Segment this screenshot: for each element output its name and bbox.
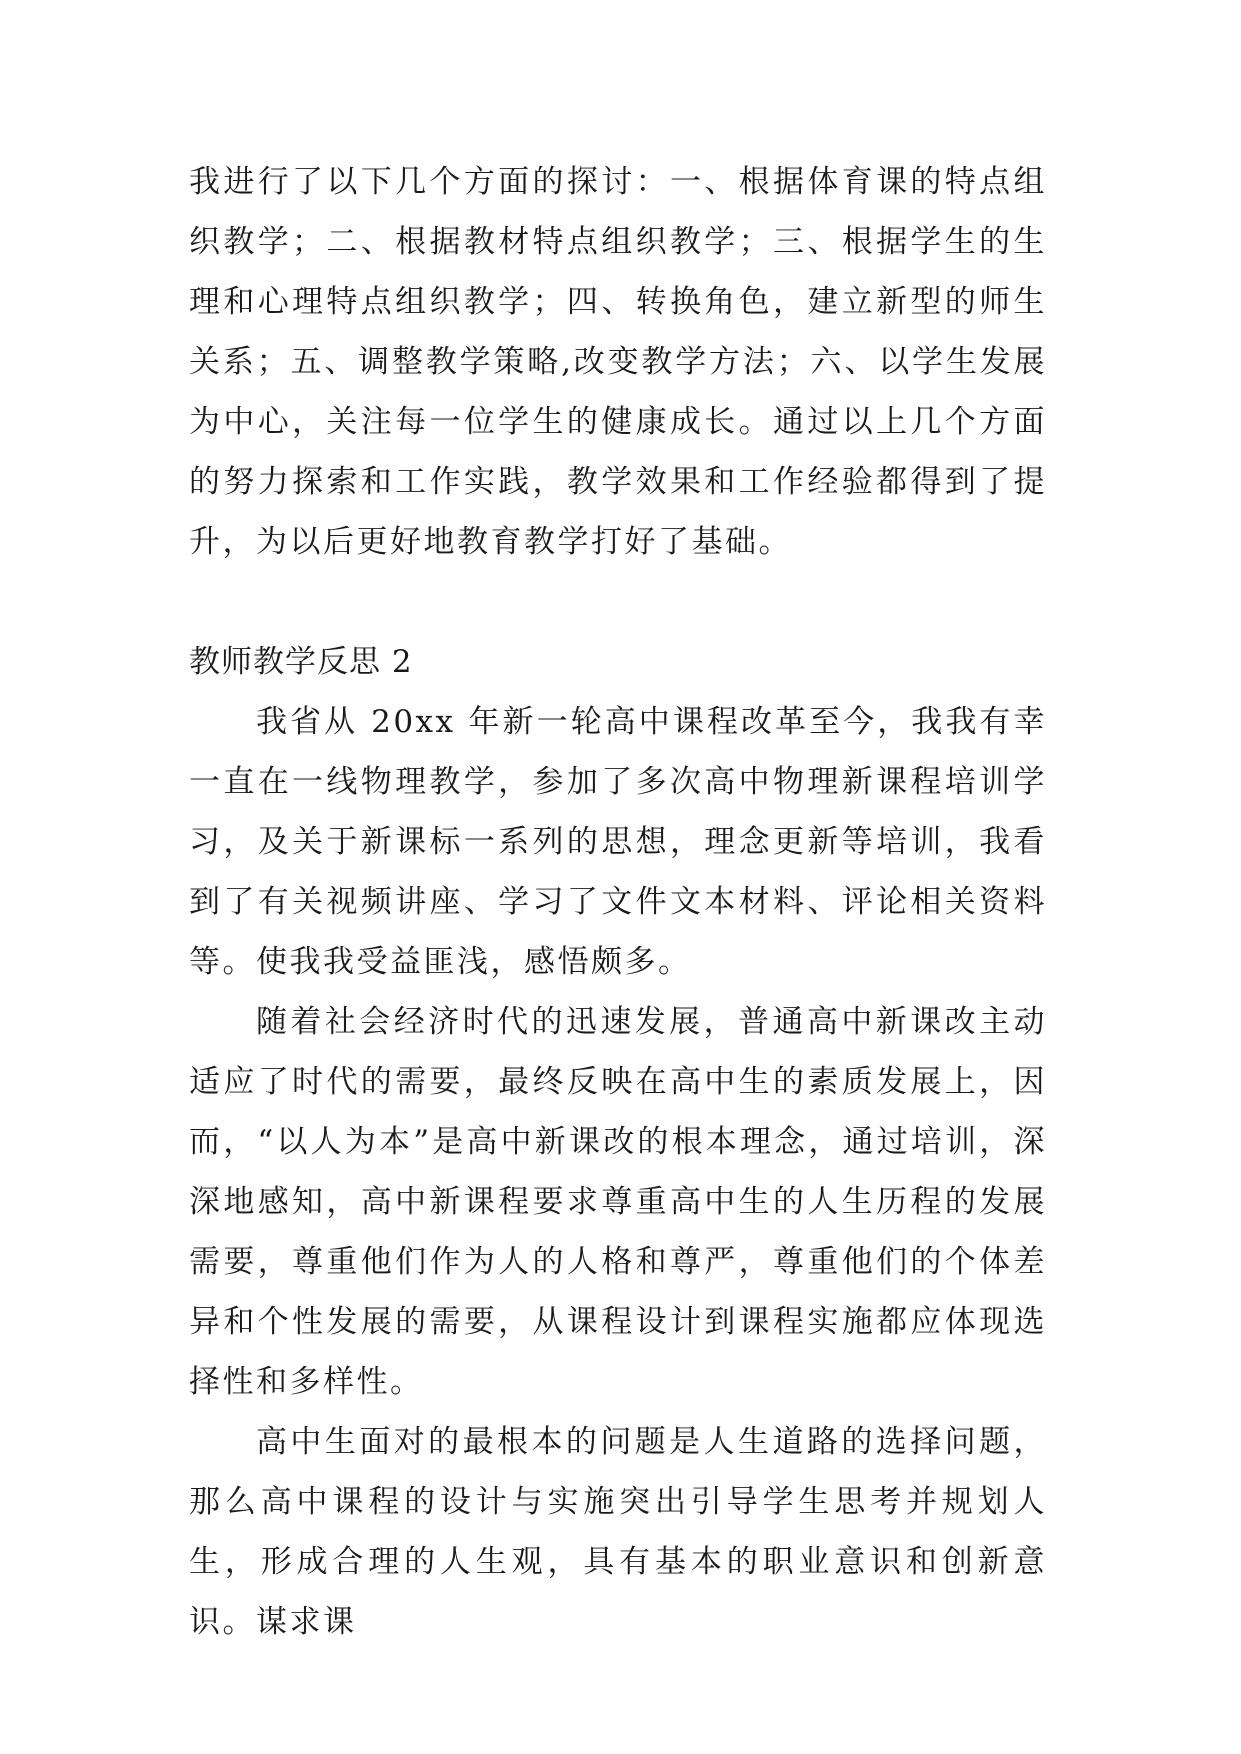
section-heading: 教师教学反思 2 [189, 644, 413, 680]
paragraph-reform: 随着社会经济时代的迅速发展，普通高中新课改主动适应了时代的需要，最终反映在高中生的素质发展上，因而，“以人为本”是高中新课改的根本理念，通过培训，深深地感知，高中新课程要求尊重高中生的人生历程的发展需要，尊重他们作为人的人格和尊严，尊重他们的个体差异和个性发展的需要，从课程设计到课程实施都应体现选择性和多样性。 [189, 1004, 1047, 1400]
document-body [189, 152, 1047, 1652]
paragraph-training: 我省从 20xx 年新一轮高中课程改革至今，我我有幸一直在一线物理教学，参加了多次高中物理新课程培训学习，及关于新课标一系列的思想，理念更新等培训，我看到了有关视频讲座、学习了文件文本材料、评论相关资料等。使我我受益匪浅，感悟颇多。 [189, 704, 1047, 980]
paragraph-life-choice: 高中生面对的最根本的问题是人生道路的选择问题，那么高中课程的设计与实施突出引导学生思考并规划人生，形成合理的人生观，具有基本的职业意识和创新意识。谋求课 [189, 1424, 1047, 1640]
paragraph-intro: 我进行了以下几个方面的探讨：一、根据体育课的特点组织教学；二、根据教材特点组织教学；三、根据学生的生理和心理特点组织教学；四、转换角色，建立新型的师生关系；五、调整教学策略,改变教学方法；六、以学生发展为中心，关注每一位学生的健康成长。通过以上几个方面的努力探索和工作实践，教学效果和工作经验都得到了提升，为以后更好地教育教学打好了基础。 [189, 164, 1047, 560]
